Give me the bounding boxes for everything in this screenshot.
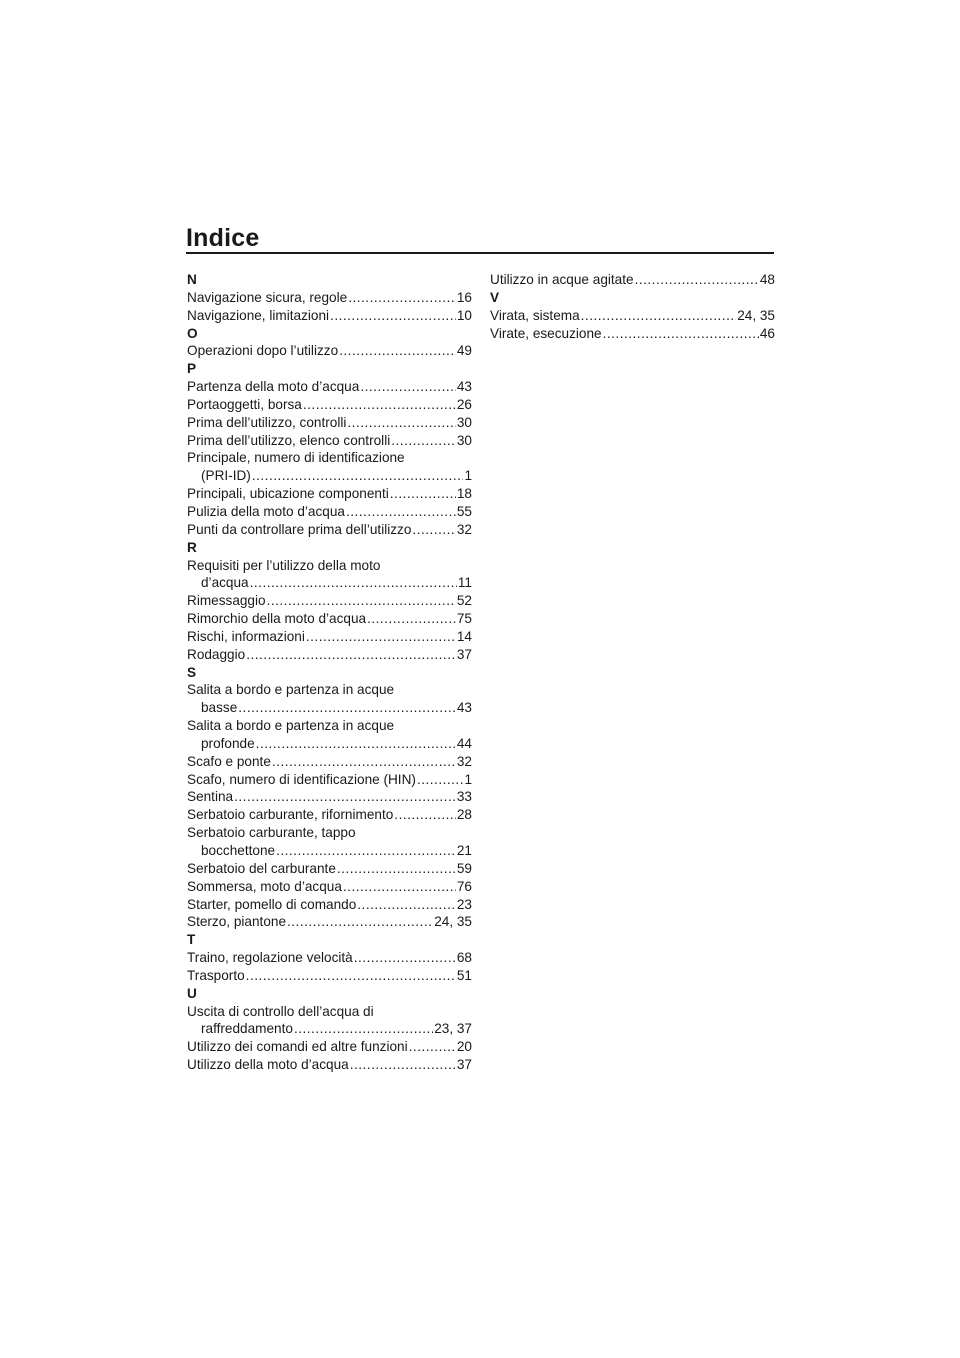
index-entry [187, 521, 472, 539]
index-entry [187, 396, 472, 414]
dot-leader [603, 325, 759, 343]
index-entry-label: Virata, sistema [490, 307, 580, 323]
index-letter-heading: N [187, 272, 197, 287]
index-entry-page-number: 52 [456, 593, 472, 609]
index-entry [187, 878, 472, 896]
index-entry-page-number: 43 [456, 379, 472, 395]
index-entry [187, 717, 472, 753]
index-entry-label: Serbatoio del carburante [187, 860, 336, 876]
index-entry-label: Portaoggetti, borsa [187, 396, 302, 412]
index-entry-page-number: 30 [456, 414, 472, 430]
dot-leader [581, 307, 737, 325]
index-entry-page-number: 48 [759, 272, 775, 287]
index-entry-label: Prima dell’utilizzo, elenco controlli [187, 432, 391, 448]
dot-leader [354, 949, 456, 967]
index-entry-label-first-line: Uscita di controllo dell’acqua di [187, 1003, 374, 1019]
index-letter-heading: R [187, 539, 197, 555]
dot-leader [234, 788, 456, 806]
index-entry-label: Traino, regolazione velocità [187, 950, 353, 966]
page-title: Indice [186, 224, 260, 252]
index-entry-page-number: 76 [456, 878, 472, 894]
index-entry-label: Navigazione sicura, regole [187, 289, 348, 305]
index-entry-page-number: 30 [456, 432, 472, 448]
index-entry-label: Scafo e ponte [187, 753, 271, 769]
index-entry-page-number: 18 [456, 486, 472, 502]
index-entry [490, 325, 775, 343]
index-entry [187, 378, 472, 396]
index-letter-heading: O [187, 325, 198, 341]
index-letter-heading: P [187, 361, 197, 377]
index-entry-label: Trasporto [187, 967, 245, 983]
index-entry-page-number: 1 [464, 771, 472, 787]
dot-leader [635, 271, 759, 289]
index-letter-heading: S [187, 664, 197, 680]
index-entry-page-number: 24, 35 [737, 307, 775, 323]
index-entry [187, 503, 472, 521]
index-entry-page-number: 1 [464, 468, 472, 484]
dot-leader [417, 771, 464, 789]
index-entry-page-number: 21 [456, 843, 472, 858]
dot-leader [337, 860, 456, 878]
index-entry [187, 449, 472, 485]
index-entry-label: Punti da controllare prima dell’utilizzo [187, 521, 412, 537]
index-entry [187, 646, 472, 664]
index-entry-label: Rischi, informazioni [187, 628, 305, 644]
index-entry-label: d’acqua [201, 575, 249, 591]
index-entry-label: (PRI-ID) [201, 468, 251, 484]
index-column-right [490, 271, 775, 342]
index-entry [187, 896, 472, 914]
index-entry [187, 824, 472, 860]
index-entry [187, 557, 472, 593]
dot-leader [246, 646, 456, 664]
index-entry-label: Prima dell’utilizzo, controlli [187, 414, 347, 430]
index-entry-label: bocchettone [201, 843, 276, 858]
dot-leader [409, 1038, 456, 1056]
dot-leader [256, 735, 456, 753]
index-entry [187, 1056, 472, 1074]
dot-leader [330, 307, 456, 325]
index-entry-page-number: 37 [456, 646, 472, 662]
index-entry [187, 592, 472, 610]
dot-leader [246, 967, 456, 985]
index-entry-page-number: 10 [456, 307, 472, 323]
index-entry-page-number: 59 [456, 860, 472, 876]
index-entry-page-number: 23 [456, 896, 472, 912]
index-entry-page-number: 37 [456, 1057, 472, 1073]
index-entry [490, 307, 775, 325]
dot-leader [287, 913, 433, 931]
index-entry [187, 753, 472, 771]
index-entry-label: basse [201, 700, 238, 716]
index-letter-heading: V [490, 289, 500, 305]
index-entry [187, 1038, 472, 1056]
dot-leader [357, 896, 456, 914]
dot-leader [347, 414, 455, 432]
index-entry-label: raffreddamento [201, 1021, 293, 1037]
index-entry-label: Virate, esecuzione [490, 325, 602, 341]
index-entry-label: Navigazione, limitazioni [187, 307, 330, 323]
index-entry [187, 628, 472, 646]
dot-leader [391, 432, 456, 450]
index-entry-label: Scafo, numero di identificazione (HIN) [187, 771, 416, 787]
index-entry-label: Utilizzo in acque agitate [490, 272, 634, 287]
index-entry-page-number: 51 [456, 967, 472, 983]
index-entry-page-number: 32 [456, 521, 472, 537]
title-divider [186, 252, 774, 254]
index-entry-label: Utilizzo dei comandi ed altre funzioni [187, 1039, 408, 1055]
index-entry-label-first-line: Requisiti per l’utilizzo della moto [187, 557, 381, 573]
index-entry-page-number: 16 [456, 289, 472, 305]
index-entry [187, 967, 472, 985]
index-entry [187, 1003, 472, 1039]
index-letter-heading: U [187, 985, 197, 1001]
dot-leader [250, 574, 457, 592]
index-entry-page-number: 20 [456, 1039, 472, 1055]
index-entry-page-number: 26 [456, 396, 472, 412]
dot-leader [306, 628, 456, 646]
index-entry [187, 289, 472, 307]
index-entry-label-first-line: Principale, numero di identificazione [187, 450, 405, 466]
dot-leader [339, 342, 456, 360]
index-entry-page-number: 49 [456, 343, 472, 359]
index-entry-page-number: 28 [456, 807, 472, 823]
index-entry-page-number: 14 [456, 628, 472, 644]
index-column-left [187, 271, 472, 1074]
index-entry-label-first-line: Salita a bordo e partenza in acque [187, 718, 395, 734]
index-entry [490, 271, 775, 289]
index-entry-page-number: 46 [759, 325, 775, 341]
index-entry-label: Starter, pomello di comando [187, 896, 357, 912]
dot-leader [238, 699, 456, 717]
index-entry-page-number: 75 [456, 611, 472, 627]
index-entry-label: Sentina [187, 789, 234, 805]
index-entry [187, 681, 472, 717]
dot-leader [252, 467, 464, 485]
dot-leader [360, 378, 456, 396]
index-entry-label: Rodaggio [187, 646, 246, 662]
index-entry-label-first-line: Serbatoio carburante, tappo [187, 825, 356, 841]
index-entry-page-number: 43 [456, 700, 472, 716]
index-entry-label: Principali, ubicazione componenti [187, 486, 389, 502]
dot-leader [276, 842, 456, 860]
index-entry-label: Partenza della moto d’acqua [187, 379, 360, 395]
index-entry-page-number: 55 [456, 503, 472, 519]
index-entry-page-number: 33 [456, 789, 472, 805]
index-entry [187, 806, 472, 824]
index-entry-label: Sommersa, moto d’acqua [187, 878, 342, 894]
index-entry-label-first-line: Salita a bordo e partenza in acque [187, 682, 395, 698]
dot-leader [346, 503, 456, 521]
index-entry-page-number: 11 [457, 575, 472, 591]
index-entry-page-number: 24, 35 [434, 914, 472, 930]
index-letter-heading: T [187, 932, 196, 948]
dot-leader [343, 878, 456, 896]
dot-leader [348, 289, 456, 307]
index-entry-page-number: 32 [456, 753, 472, 769]
dot-leader [272, 753, 456, 771]
index-entry-page-number: 23, 37 [434, 1021, 472, 1037]
dot-leader [390, 485, 456, 503]
index-entry [187, 610, 472, 628]
index-entry [187, 788, 472, 806]
index-entry-page-number: 44 [456, 735, 472, 751]
index-entry-label: Rimorchio della moto d’acqua [187, 611, 367, 627]
dot-leader [412, 521, 455, 539]
dot-leader [350, 1056, 456, 1074]
index-entry [187, 342, 472, 360]
dot-leader [303, 396, 456, 414]
dot-leader [367, 610, 456, 628]
dot-leader [294, 1020, 433, 1038]
dot-leader [267, 592, 456, 610]
index-entry-label: Utilizzo della moto d’acqua [187, 1057, 349, 1073]
index-entry [187, 414, 472, 432]
index-entry-label: profonde [201, 735, 255, 751]
index-entry [187, 432, 472, 450]
index-entry-label: Serbatoio carburante, rifornimento [187, 807, 394, 823]
index-entry [187, 949, 472, 967]
index-entry [187, 860, 472, 878]
index-entry [187, 485, 472, 503]
index-entry-label: Pulizia della moto d’acqua [187, 503, 345, 519]
index-entry-label: Sterzo, piantone [187, 914, 286, 930]
index-entry [187, 771, 472, 789]
dot-leader [394, 806, 456, 824]
index-entry-label: Rimessaggio [187, 593, 266, 609]
index-entry-page-number: 68 [456, 950, 472, 966]
index-entry [187, 913, 472, 931]
index-entry [187, 307, 472, 325]
index-entry-label: Operazioni dopo l’utilizzo [187, 343, 339, 359]
